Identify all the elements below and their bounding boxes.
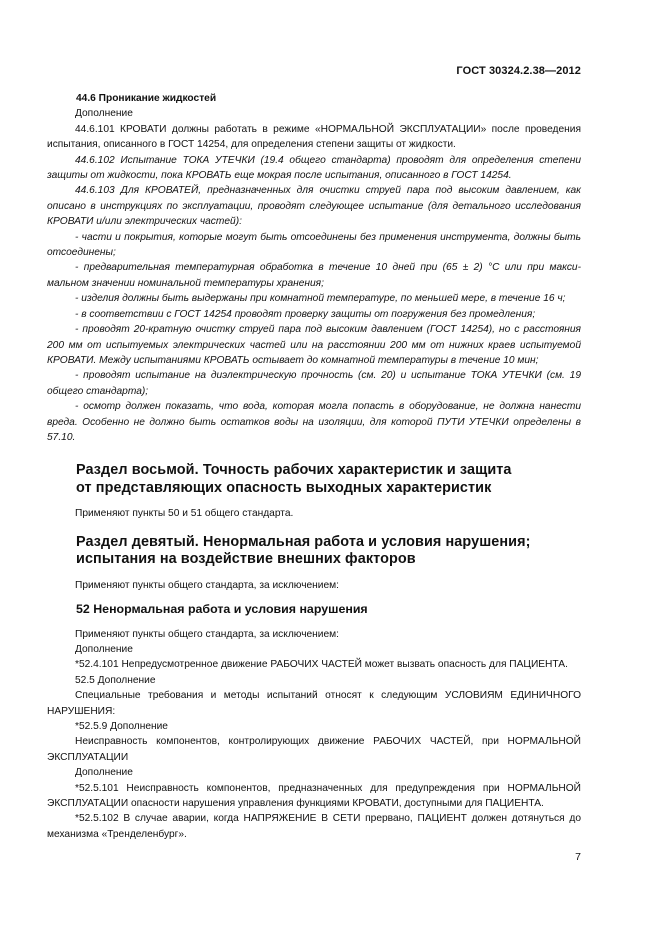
document-id-header: ГОСТ 30324.2.38—2012 xyxy=(456,65,581,77)
paragraph-52-5-9: *52.5.9 Дополнение xyxy=(75,721,168,732)
list-item: - проводят 20-кратную очистку струей пара под высоким давлением (ГОСТ 14254), но с расстояния 200 мм от испытуемых электрических частей или на расстоянии 200 мм от нижних краев испытуемой КРОВАТИ. Между испытаниями КРОВАТЬ остывает до комнатной температуры в течение 10 мин; xyxy=(47,324,581,366)
section-nine-title xyxy=(47,534,581,569)
paragraph-44-6-101: 44.6.101 КРОВАТИ должны работать в режиме «НОРМАЛЬНОЙ ЭКСПЛУАТАЦИИ» после проведения испытания, описанного в ГОСТ 14254, для определения степени защиты от жидкости. xyxy=(47,123,581,151)
list-item: - в соответствии с ГОСТ 14254 проводят проверку защиты от погружения без промедления; xyxy=(75,308,536,320)
list-item: - части и покрытия, которые могут быть отсоединены без применения инструмента, должны быть отсоединены; xyxy=(47,231,581,259)
section-nine-text: Применяют пункты общего стандарта, за исключением: xyxy=(75,579,339,591)
section-eight-title xyxy=(47,462,581,497)
section-eight-title-line1: Раздел восьмой. Точность рабочих характеристик и защита xyxy=(76,462,512,479)
paragraph-52-5-text: Специальные требования и методы испытаний относят к следующим УСЛОВИЯМ ЕДИНИЧНОГО НАРУШЕНИЯ: xyxy=(47,690,581,717)
paragraph-52-4-101: *52.4.101 Непредусмотренное движение РАБОЧИХ ЧАСТЕЙ может вызвать опасность для ПАЦИЕНТА. xyxy=(75,659,568,671)
list-item: - проводят испытание на диэлектрическую прочность (см. 20) и испытание ТОКА УТЕЧКИ (см. 19 общего стандарта); xyxy=(47,370,581,397)
section-nine-title-line2: испытания на воздействие внешних факторов xyxy=(76,551,416,568)
paragraph-44-6-103: 44.6.103 Для КРОВАТЕЙ, предназначенных для очистки струей пара под высоким давлением, как описано в инструкциях по эксплуатации, проводят следующее испытание (для детального исследования КРОВАТИ и/или электрических частей): xyxy=(47,185,581,228)
section-heading-44-6: 44.6 Проникание жидкостей xyxy=(76,93,217,104)
list-item: - изделия должны быть выдержаны при комнатной температуре, по меньшей мере, в течение 16 ч; xyxy=(75,293,566,305)
section-nine-title-line1: Раздел девятый. Ненормальная работа и условия нарушения; xyxy=(76,533,531,550)
addition-label: Дополнение xyxy=(75,767,133,779)
document-body xyxy=(47,91,581,842)
list-item: - осмотр должен показать, что вода, которая могла попасть в оборудование, не должна нанести вреда. Особенно не должно быть остатков воды на изоляции, для которой ПУТИ УТЕЧКИ определены в 57.10. xyxy=(47,401,581,443)
section-eight-title-line2: от представляющих опасность выходных характеристик xyxy=(76,479,492,496)
paragraph-52-5-9-text: Неисправность компонентов, контролирующих движение РАБОЧИХ ЧАСТЕЙ, при НОРМАЛЬНОЙ ЭКСПЛУАТАЦИИ xyxy=(47,736,581,763)
section-eight-text: Применяют пункты 50 и 51 общего стандарта. xyxy=(75,508,294,520)
paragraph-52-5-102: *52.5.102 В случае аварии, когда НАПРЯЖЕНИЕ В СЕТИ прервано, ПАЦИЕНТ должен дотянуться до механизма «Тренделенбург». xyxy=(47,813,581,840)
section-heading-52: 52 Ненормальная работа и условия нарушения xyxy=(76,602,368,617)
paragraph-52-intro: Применяют пункты общего стандарта, за исключением: xyxy=(75,628,339,640)
addition-label: Дополнение xyxy=(75,108,133,120)
list-item: - предварительная температурная обработка в течение 10 дней при (65 ± 2) °C или при максимальном значении номинальной температуры хранения; xyxy=(47,262,581,289)
paragraph-52-5: 52.5 Дополнение xyxy=(75,674,156,686)
addition-label: Дополнение xyxy=(75,643,133,655)
paragraph-44-6-102: 44.6.102 Испытание ТОКА УТЕЧКИ (19.4 общего стандарта) проводят для определения степени защиты от жидкости, пока КРОВАТЬ еще мокрая после испытания, описанного в ГОСТ 14254. xyxy=(47,154,581,182)
page-number: 7 xyxy=(575,851,581,863)
paragraph-52-5-101: *52.5.101 Неисправность компонентов, предназначенных для предупреждения при НОРМАЛЬНОЙ ЭКСПЛУАТАЦИИ опасности нарушения управления функциями КРОВАТИ, доступными для ПАЦИЕНТА. xyxy=(47,782,581,810)
